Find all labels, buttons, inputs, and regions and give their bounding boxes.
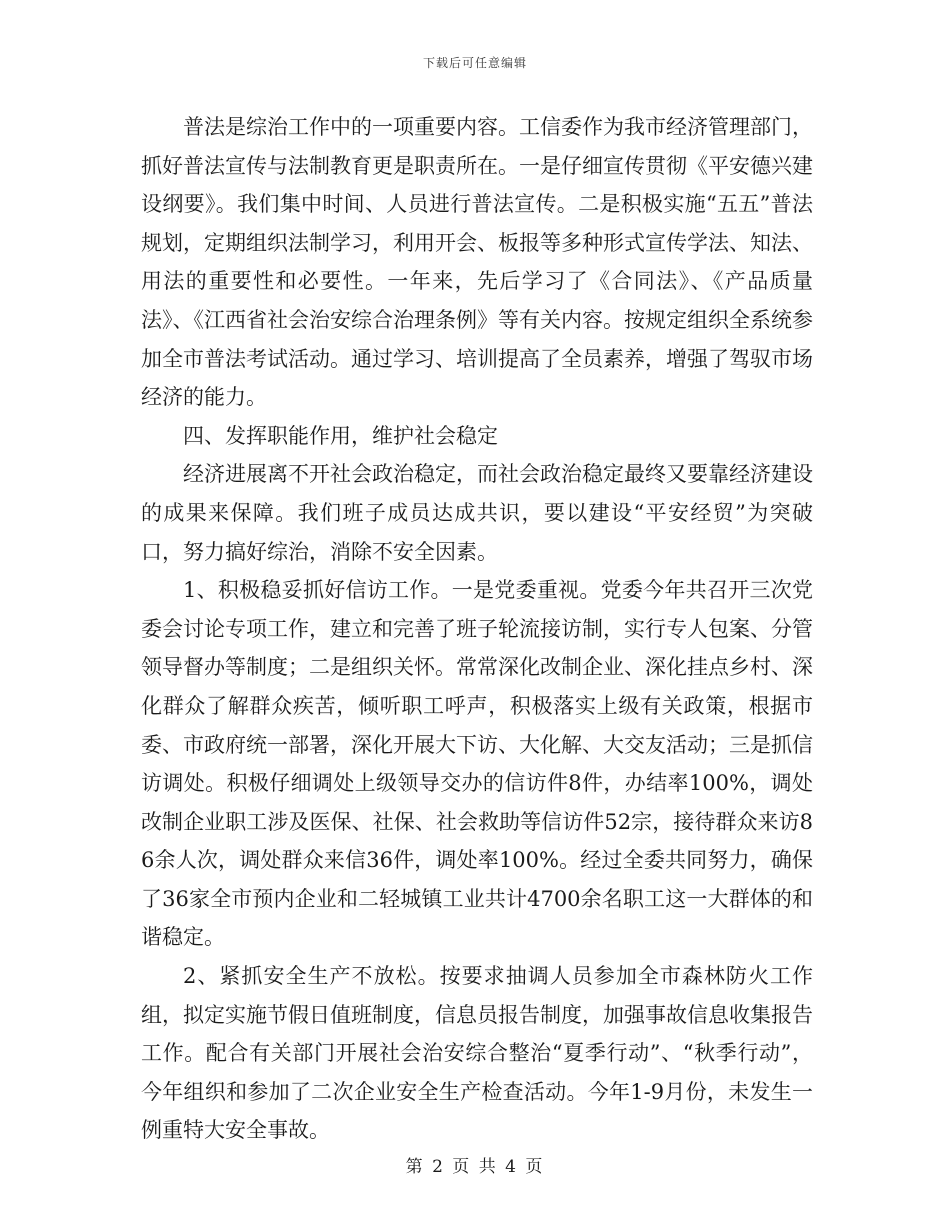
paragraph-petition-work: 1、积极稳妥抓好信访工作。一是党委重视。党委今年共召开三次党委会讨论专项工作，建立和完善了班子轮流接访制，实行专人包案、分管领导督办等制度；二是组织关怀。常常深化改制企业、深化挂点乡村、深化群众了解群众疾苦，倾听职工呼声，积极落实上级有关政策，根据市委、市政府统一部署，深化开展大下访、大化解、大交友活动；三是抓信访调处。积极仔细调处上级领导交办的信访件8件，办结率100%，调处改制企业职工涉及医保、社保、社会救助等信访件52宗，接待群众来访86余人次，调处群众来信36件，调处率100%。经过全委共同努力，确保了36家全市预内企业和二轻城镇工业共计4700余名职工这一大群体的和谐稳定。 (141, 578, 813, 950)
page-header: 下载后可任意编辑 (422, 56, 527, 70)
paragraph-social-stability: 经济进展离不开社会政治稳定，而社会政治稳定最终又要靠经济建设的成果来保障。我们班子成员达成共识，要以建设“平安经贸”为突破口，努力搞好综治，消除不安全因素。 (141, 462, 813, 564)
paragraph-safety-production: 2、紧抓安全生产不放松。按要求抽调人员参加全市森林防火工作组，拟定实施节假日值班制度，信息员报告制度，加强事故信息收集报告工作。配合有关部门开展社会治安综合整治“夏季行动”、“秋季行动”，今年组织和参加了二次企业安全生产检查活动。今年1-9月份，未发生一例重特大安全事故。 (141, 964, 813, 1143)
document-body (141, 108, 813, 1150)
paragraph-legal-education: 普法是综治工作中的一项重要内容。工信委作为我市经济管理部门，抓好普法宣传与法制教育更是职责所在。一是仔细宣传贯彻《平安德兴建设纲要》。我们集中时间、人员进行普法宣传。二是积极实施“五五”普法规划，定期组织法制学习，利用开会、板报等多种形式宣传学法、知法、用法的重要性和必要性。一年来，先后学习了《合同法》、《产品质量法》、《江西省社会治安综合治理条例》等有关内容。按规定组织全系统参加全市普法考试活动。通过学习、培训提高了全员素养，增强了驾驭市场经济的能力。 (141, 115, 813, 410)
page-number-footer: 第 2 页 共 4 页 (405, 1157, 545, 1177)
section-heading-four: 四、发挥职能作用，维护社会稳定 (183, 423, 498, 448)
